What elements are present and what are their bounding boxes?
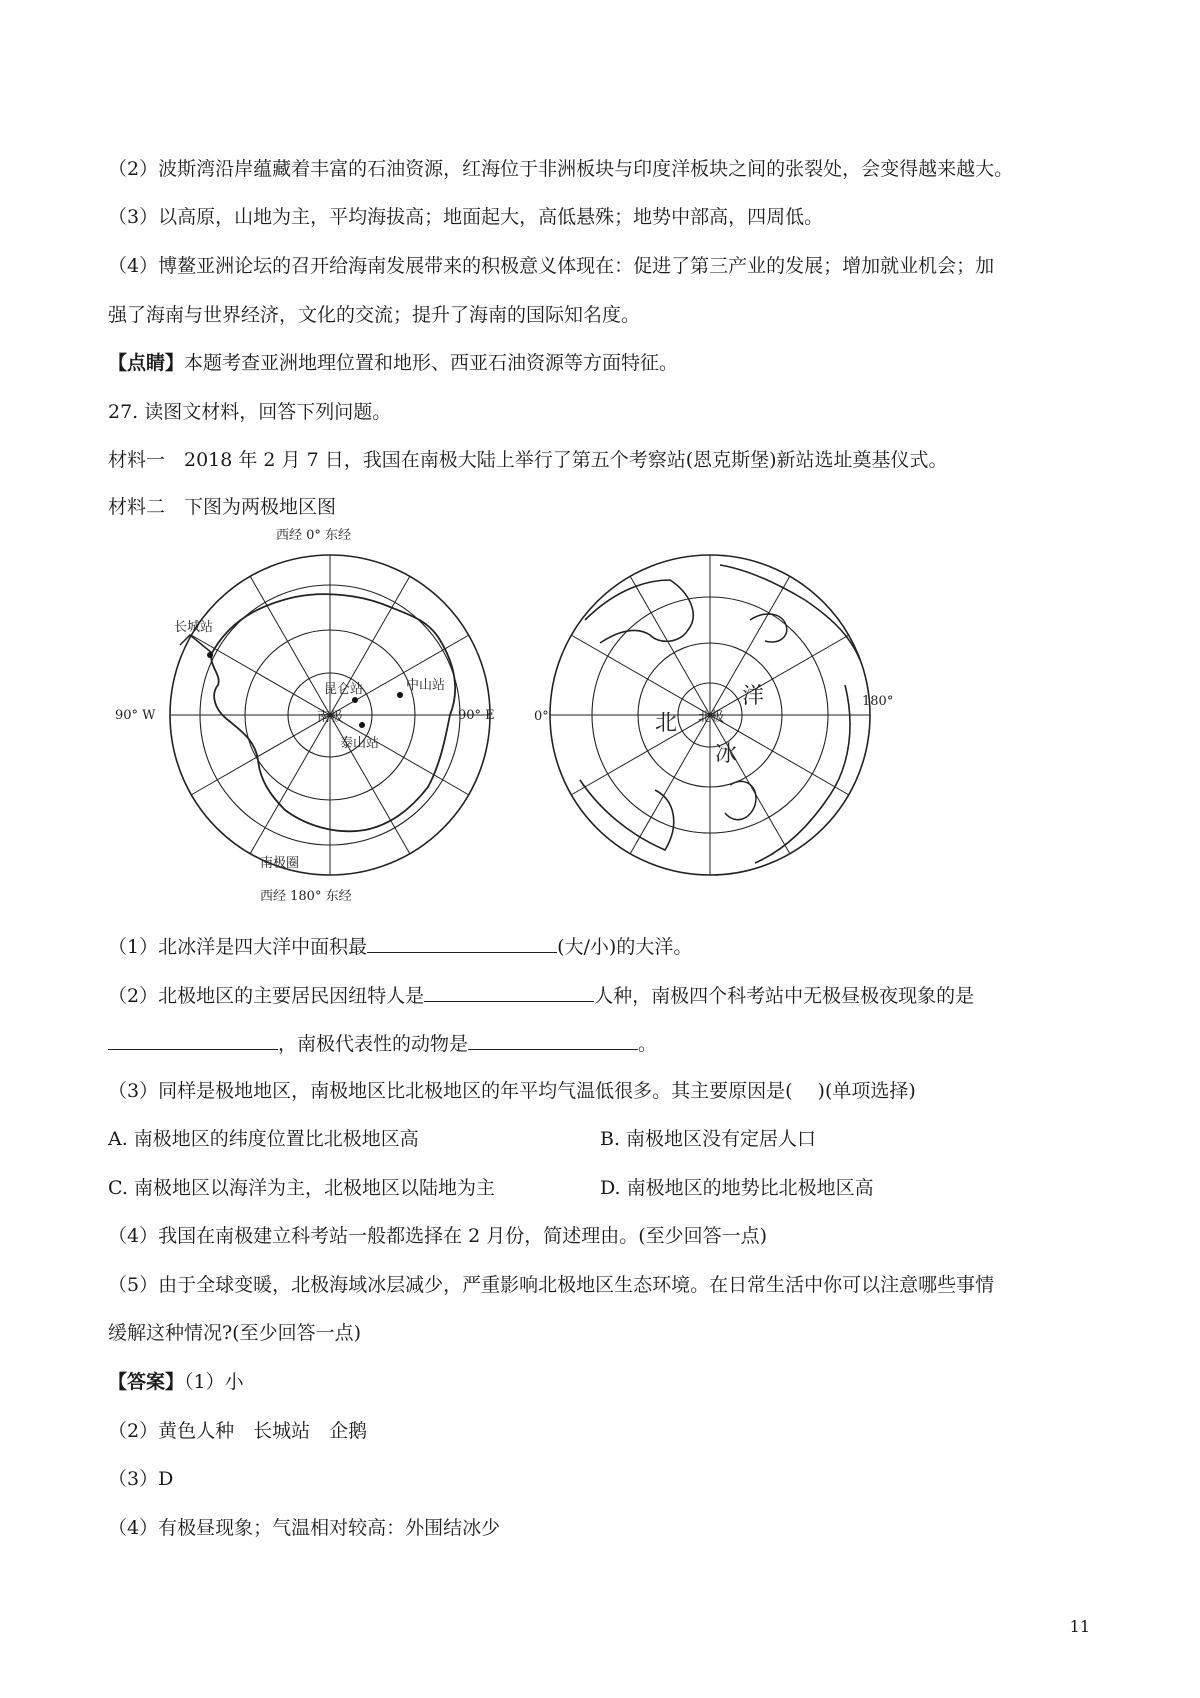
sub-question-2-line1 xyxy=(108,981,974,1009)
north-right-label: 180° xyxy=(862,694,894,709)
prev-answer-3: （3）以高原，山地为主，平均海拔高；地面起大，高低悬殊；地势中部高，四周低。 xyxy=(108,206,824,228)
sub-question-5-line2: 缓解这种情况?(至少回答一点) xyxy=(108,1322,362,1344)
option-a: A. 南极地区的纬度位置比北极地区高 xyxy=(108,1128,419,1150)
north-ocean-char-yang: 洋 xyxy=(742,684,765,709)
sub-question-2-line2 xyxy=(108,1029,657,1057)
q2-blank-station[interactable] xyxy=(108,1029,278,1050)
answer-1-text: （1）小 xyxy=(184,1371,244,1393)
sub-question-3: （3）同样是极地地区，南极地区比北极地区的年平均气温低很多。其主要原因是( )(单项选择) xyxy=(108,1080,916,1102)
question-title: 27. 读图文材料，回答下列问题。 xyxy=(108,401,392,423)
station-dot xyxy=(352,697,358,703)
station-label-taishan: 泰山站 xyxy=(340,736,380,751)
prev-answer-4-line1: （4）博鳌亚洲论坛的召开给海南发展带来的积极意义体现在：促进了第三产业的发展；增加就业机会；加 xyxy=(108,255,995,277)
south-circle-label: 南极圈 xyxy=(260,856,300,871)
q2-suffix: 。 xyxy=(638,1033,658,1055)
polar-maps-figure xyxy=(110,525,1030,905)
south-bottom-label: 西经 180° 东经 xyxy=(260,889,352,904)
prev-answer-4-line2: 强了海南与世界经济，文化的交流；提升了海南的国际知名度。 xyxy=(108,304,641,326)
answer-1 xyxy=(108,1369,244,1395)
material-2: 材料二 下图为两极地区图 xyxy=(108,496,337,518)
dianjing-text: 本题考查亚洲地理位置和地形、西亚石油资源等方面特征。 xyxy=(184,352,679,374)
station-label-zhongshan: 中山站 xyxy=(406,678,446,693)
north-center-label: 北极 xyxy=(698,710,725,725)
q1-blank[interactable] xyxy=(367,932,557,953)
q2-middle: 人种，南极四个科考站中无极昼极夜现象的是 xyxy=(594,985,975,1007)
station-dot xyxy=(397,692,403,698)
station-label-changcheng: 长城站 xyxy=(174,620,214,635)
station-dot xyxy=(359,722,365,728)
prev-answer-2: （2）波斯湾沿岸蕴藏着丰富的石油资源，红海位于非洲板块与印度洋板块之间的张裂处，会变得越来越大。 xyxy=(108,158,1014,180)
option-c: C. 南极地区以海洋为主，北极地区以陆地为主 xyxy=(108,1177,495,1199)
south-top-label: 西经 0° 东经 xyxy=(276,528,352,543)
q2-blank-race[interactable] xyxy=(424,981,594,1002)
south-west-label: 90° W xyxy=(115,708,156,723)
option-d: D. 南极地区的地势比北极地区高 xyxy=(600,1177,874,1199)
answer-3: （3）D xyxy=(108,1468,174,1490)
material-1: 材料一 2018 年 2 月 7 日，我国在南极大陆上举行了第五个考察站(恩克斯堡)新站选址奠基仪式。 xyxy=(108,449,948,471)
north-ocean-char-bing: 冰 xyxy=(715,742,738,767)
q2-middle2: ，南极代表性的动物是 xyxy=(278,1033,469,1055)
dianjing-tag: 【点睛】 xyxy=(108,352,185,374)
q2-blank-animal[interactable] xyxy=(468,1029,638,1050)
q1-prefix: （1）北冰洋是四大洋中面积最 xyxy=(108,936,368,958)
sub-question-1 xyxy=(108,932,692,960)
north-left-label: 0° xyxy=(534,709,549,724)
answer-4: （4）有极昼现象；气温相对较高：外围结冰少 xyxy=(108,1517,501,1539)
q1-suffix: (大/小)的大洋。 xyxy=(557,936,693,958)
south-east-label: 90° E xyxy=(458,708,495,723)
option-b: B. 南极地区没有定居人口 xyxy=(600,1128,817,1150)
station-label-kunlun: 昆仑站 xyxy=(324,682,364,697)
page-number: 11 xyxy=(1069,1617,1090,1636)
answer-tag: 【答案】 xyxy=(108,1371,185,1393)
answer-2: （2）黄色人种 长城站 企鹅 xyxy=(108,1420,368,1442)
station-dot xyxy=(207,652,213,658)
south-center-label: 南极 xyxy=(317,710,344,725)
q2-prefix: （2）北极地区的主要居民因纽特人是 xyxy=(108,985,425,1007)
north-ocean-char-bei: 北 xyxy=(655,711,678,736)
sub-question-4: （4）我国在南极建立科考站一般都选择在 2 月份，简述理由。(至少回答一点) xyxy=(108,1225,768,1247)
sub-question-5-line1: （5）由于全球变暖，北极海域冰层减少，严重影响北极地区生态环境。在日常生活中你可以注意哪些事情 xyxy=(108,1274,995,1296)
dianjing-note xyxy=(108,350,678,376)
